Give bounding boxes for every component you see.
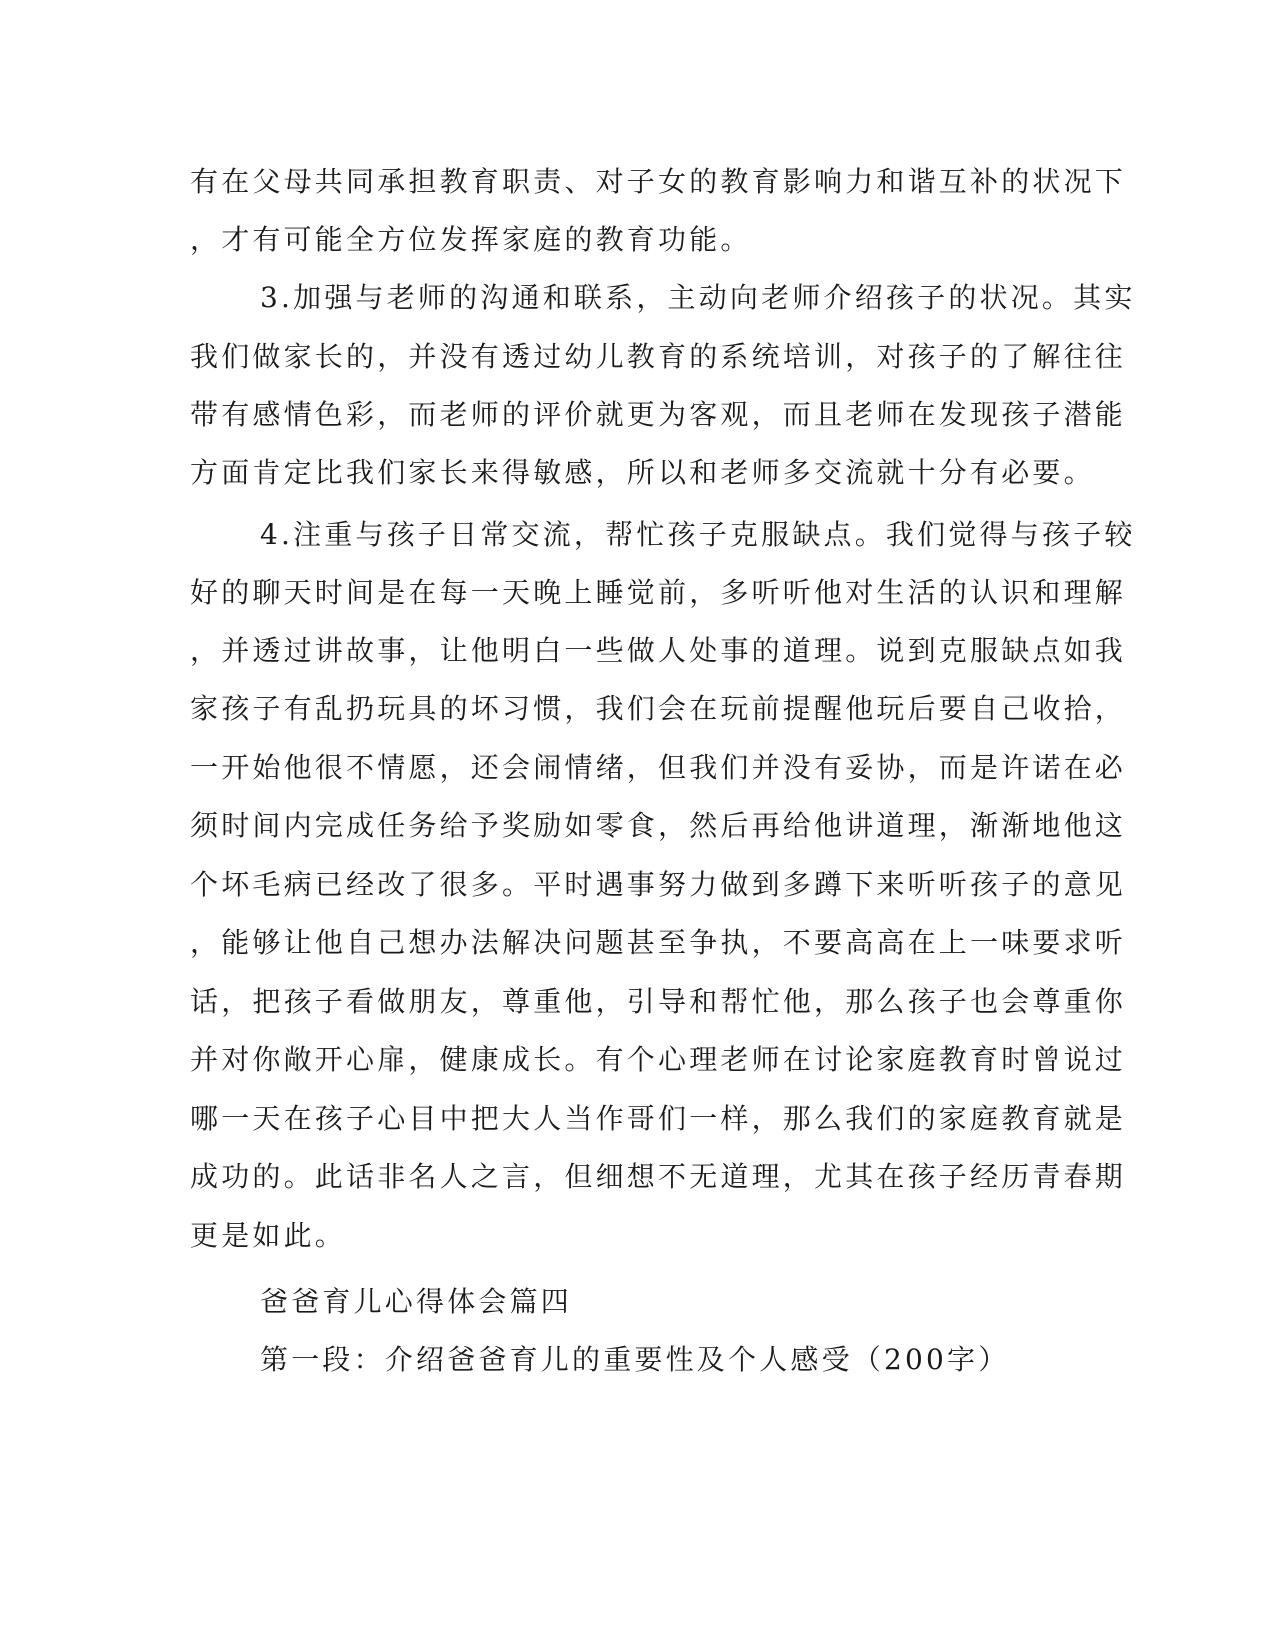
text-line: ，能够让他自己想办法解决问题甚至争执，不要高高在上一味要求听	[190, 926, 1127, 959]
text-line: 并对你敞开心扉，健康成长。有个心理老师在讨论家庭教育时曾说过	[190, 1043, 1127, 1076]
text-line: ，并透过讲故事，让他明白一些做人处事的道理。说到克服缺点如我	[190, 634, 1127, 667]
text-line: 方面肯定比我们家长来得敏感，所以和老师多交流就十分有必要。	[190, 456, 1095, 489]
text-line: ，才有可能全方位发挥家庭的教育功能。	[190, 223, 752, 256]
subsection-heading: 第一段：介绍爸爸育儿的重要性及个人感受（200字）	[260, 1343, 1010, 1376]
paragraph-3-first-line: 3.加强与老师的沟通和联系，主动向老师介绍孩子的状况。其实	[260, 281, 1136, 314]
text-line: 须时间内完成任务给予奖励如零食，然后再给他讲道理，渐渐地他这	[190, 809, 1127, 842]
section-heading: 爸爸育儿心得体会篇四	[260, 1285, 573, 1318]
paragraph-4-first-line: 4.注重与孩子日常交流，帮忙孩子克服缺点。我们觉得与孩子较	[260, 518, 1136, 551]
text-line: 个坏毛病已经改了很多。平时遇事努力做到多蹲下来听听孩子的意见	[190, 868, 1127, 901]
text-line: 更是如此。	[190, 1219, 347, 1252]
text-line: 好的聊天时间是在每一天晚上睡觉前，多听听他对生活的认识和理解	[190, 576, 1127, 609]
text-line: 有在父母共同承担教育职责、对子女的教育影响力和谐互补的状况下	[190, 165, 1127, 198]
text-line: 哪一天在孩子心目中把大人当作哥们一样，那么我们的家庭教育就是	[190, 1102, 1127, 1135]
text-line: 一开始他很不情愿，还会闹情绪，但我们并没有妥协，而是许诺在必	[190, 751, 1127, 784]
text-line: 我们做家长的，并没有透过幼儿教育的系统培训，对孩子的了解往往	[190, 340, 1127, 373]
text-line: 家孩子有乱扔玩具的坏习惯，我们会在玩前提醒他玩后要自己收拾，	[190, 692, 1127, 725]
text-line: 成功的。此话非名人之言，但细想不无道理，尤其在孩子经历青春期	[190, 1160, 1127, 1193]
text-line: 话，把孩子看做朋友，尊重他，引导和帮忙他，那么孩子也会尊重你	[190, 985, 1127, 1018]
text-line: 带有感情色彩，而老师的评价就更为客观，而且老师在发现孩子潜能	[190, 398, 1127, 431]
